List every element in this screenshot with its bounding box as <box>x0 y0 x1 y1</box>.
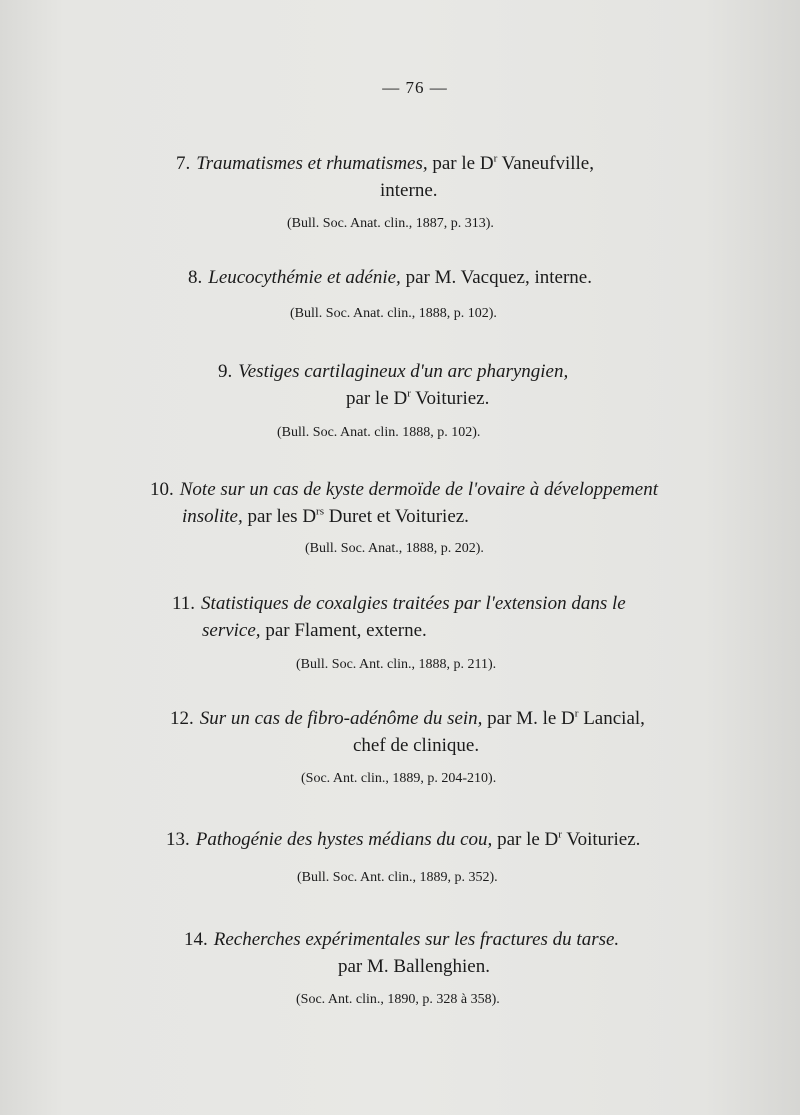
entry-title: Statistiques de coxalgies traitées par l'extension dans le <box>201 593 626 614</box>
page-number: — 76 — <box>382 78 448 97</box>
entry-title: Recherches expérimentales sur les fractures du tarse. <box>213 929 620 950</box>
entry-author: Voituriez. <box>410 388 490 409</box>
entry-title: Vestiges cartilagineux d'un arc pharyngien, <box>238 361 569 382</box>
entry-continuation: chef de clinique. <box>353 735 480 756</box>
entry-reference: (Bull. Soc. Anat., 1888, p. 202). <box>305 541 484 556</box>
entry-title: Note sur un cas de kyste dermoïde de l'ovaire à développement <box>179 479 658 500</box>
list-item <box>172 590 626 644</box>
list-item <box>170 705 645 759</box>
superscript: r <box>407 387 411 400</box>
entry-continuation: interne. <box>380 180 438 201</box>
entry-reference: (Bull. Soc. Ant. clin., 1888, p. 211). <box>296 657 497 672</box>
entry-number: 12. <box>170 708 194 729</box>
entry-number: 8. <box>188 267 203 288</box>
entry-reference: (Soc. Ant. clin., 1889, p. 204-210). <box>301 771 497 786</box>
entry-number: 14. <box>184 929 208 950</box>
list-item <box>150 476 658 530</box>
entry-author: par M. Vacquez, interne. <box>400 267 592 288</box>
entry-reference: (Bull. Soc. Anat. clin. 1888, p. 102). <box>277 425 481 440</box>
superscript: r <box>574 707 579 720</box>
superscript: rs <box>316 505 324 518</box>
entry-author-prefix: par les D <box>242 506 317 527</box>
superscript: r <box>493 152 498 165</box>
entry-author: Lancial, <box>578 708 645 729</box>
entry-number: 9. <box>218 361 233 382</box>
entry-author-prefix: par le D <box>492 829 559 850</box>
entry-reference: (Bull. Soc. Anat. clin., 1888, p. 102). <box>290 306 497 321</box>
entry-continuation: par M. Ballenghien. <box>338 956 490 977</box>
entry-author: par Flament, externe. <box>260 620 427 641</box>
list-item <box>166 826 640 853</box>
entry-title-continuation: insolite, <box>182 506 243 527</box>
entry-number: 10. <box>150 479 174 500</box>
entry-title-continuation: service, <box>202 620 261 641</box>
entry-author-prefix: par M. le D <box>482 708 575 729</box>
list-item <box>218 358 568 412</box>
superscript: r <box>558 828 562 841</box>
entry-title: Traumatismes et rhumatismes, <box>196 153 428 174</box>
entry-author-prefix: par le D <box>427 153 494 174</box>
list-item <box>176 150 594 204</box>
list-item <box>188 264 592 291</box>
entry-author-prefix: par le D <box>346 388 408 409</box>
entry-number: 7. <box>176 153 191 174</box>
entry-number: 11. <box>172 593 196 614</box>
entry-title: Leucocythémie et adénie, <box>208 267 401 288</box>
entry-reference: (Bull. Soc. Ant. clin., 1889, p. 352). <box>297 870 498 885</box>
entry-reference: (Bull. Soc. Anat. clin., 1887, p. 313). <box>287 216 494 231</box>
entry-title: Pathogénie des hystes médians du cou, <box>195 829 493 850</box>
entry-number: 13. <box>166 829 190 850</box>
entry-reference: (Soc. Ant. clin., 1890, p. 328 à 358). <box>296 992 500 1007</box>
entry-author: Voituriez. <box>561 829 641 850</box>
list-item <box>184 926 619 980</box>
entry-title: Sur un cas de fibro-adénôme du sein, <box>199 708 483 729</box>
entry-author: Vaneufville, <box>497 153 594 174</box>
entry-author: Duret et Voituriez. <box>324 506 469 527</box>
